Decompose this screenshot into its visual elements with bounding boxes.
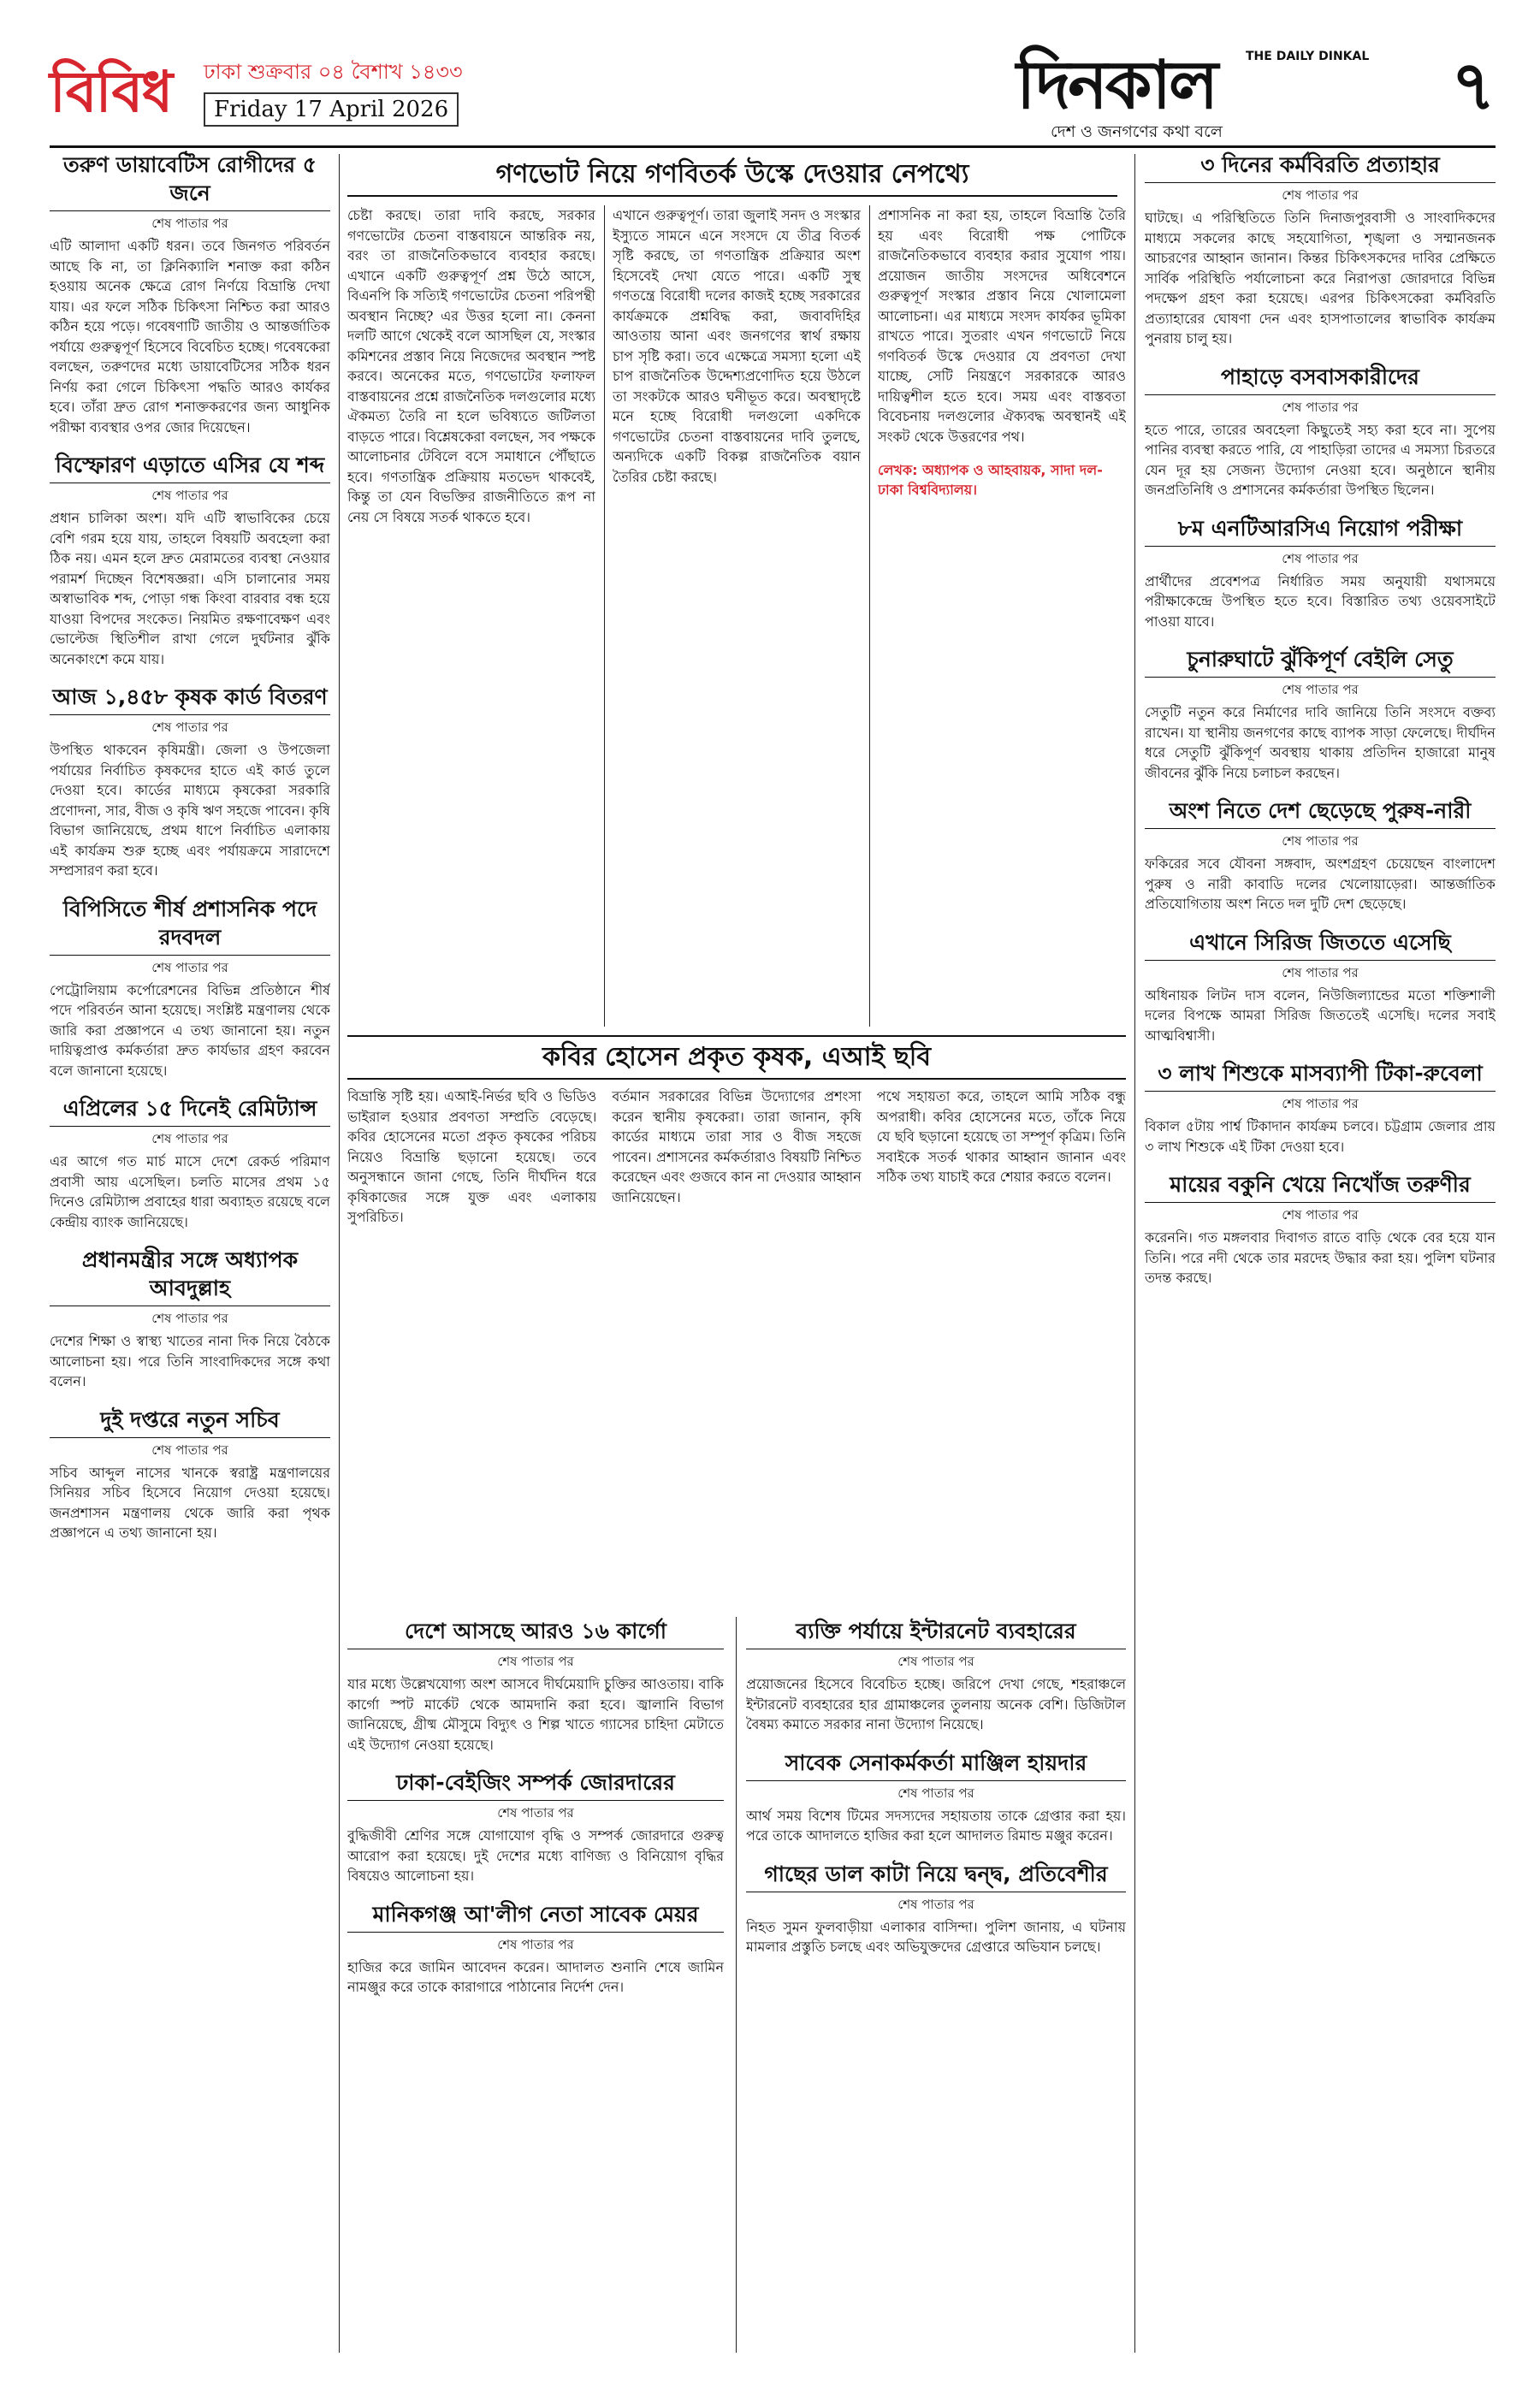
column-divider — [736, 1617, 737, 2353]
story-body: নিহত সুমন ফুলবাড়ীয়া এলাকার বাসিন্দা। পুলিশ জানায়, এ ঘটনায় মামলার প্রস্তুতি চলছে এবং অভিযুক্তদের গ্রেপ্তারে অভিযান চলছে। — [746, 1918, 1126, 1955]
continued-label: শেষ পাতার পর — [897, 1785, 974, 1801]
continued-label: শেষ পাতার পর — [897, 1896, 974, 1912]
lower-middle-right — [746, 1617, 1126, 2353]
date-bangla: ঢাকা শুক্রবার ০৪ বৈশাখ ১৪৩৩ — [204, 60, 463, 84]
story-internet — [746, 1617, 1126, 1735]
farmer-headline: কবির হোসেন প্রকৃত কৃষক, এআই ছবি — [347, 1035, 1126, 1080]
column-divider — [1134, 154, 1135, 2353]
continued-label: শেষ পাতার পর — [151, 488, 228, 503]
continued-label: শেষ পাতার পর — [1282, 550, 1359, 566]
continued-label: শেষ পাতার পর — [151, 1442, 228, 1458]
story-headline: ঢাকা-বেইজিং সম্পর্ক জোরদারের — [347, 1768, 724, 1801]
paper-english-name: THE DAILY DINKAL — [1246, 50, 1370, 63]
story — [50, 1406, 330, 1543]
story-body: অধিনায়ক লিটন দাস বলেন, নিউজিল্যান্ডের মতো শক্তিশালী দলের বিপক্ষে আমরা সিরিজ জিততেই এসেছি। দলের সবাই আত্মবিশ্বাসী। — [1145, 986, 1496, 1044]
story — [1145, 151, 1496, 349]
story-body: হাজির করে জামিন আবেদন করেন। আদালত শুনানি শেষে জামিন নামঞ্জুর করে তাকে কারাগারে পাঠানোর নির্দেশ দেন। — [347, 1958, 724, 1995]
story — [50, 451, 330, 669]
continued-label: শেষ পাতার পর — [497, 1805, 574, 1821]
story — [1145, 514, 1496, 632]
story-headline: এখানে সিরিজ জিততে এসেছি — [1145, 928, 1496, 961]
column-5 — [1145, 151, 1496, 2358]
story-headline: তরুণ ডায়াবেটিস রোগীদের ৫ জনে — [50, 151, 330, 211]
story-headline: ৮ম এনটিআরসিএ নিয়োগ পরীক্ষা — [1145, 514, 1496, 547]
story-body: প্রধান চালিকা অংশ। যদি এটি স্বাভাবিকের চেয়ে বেশি গরম হয়ে যায়, তাহলে বিষয়টি অবহেলা করা ঠিক নয়। এমন হলে দ্রুত মেরামতের ব্যবস্থা নেওয়ার পরামর্শ দিচ্ছেন বিশেষজ্ঞরা। এসি চালানোর সময় অস্বাভাবিক শব্দ, পোড়া গন্ধ কিংবা বারবার বন্ধ হয়ে যাওয়া বিপদের সংকেত। নিয়মিত রক্ষণাবেক্ষণ এবং ভোল্টেজ স্থিতিশীল রাখা গেলে দুর্ঘটনার ঝুঁকি অনেকাংশে কমে যায়। — [50, 510, 330, 667]
story — [878, 205, 1126, 447]
story-headline: বিপিসিতে শীর্ষ প্রশাসনিক পদে রদবদল — [50, 895, 330, 956]
story — [613, 205, 861, 487]
story-body: ঘাটছে। এ পরিস্থিতিতে তিনি দিনাজপুরবাসী ও সাংবাদিকদের মাধ্যমে সকলের কাছে সহযোগিতা, শৃঙ্খলা ও সম্মানজনক আচরণের আহ্বান জানান। কিন্তর চিকিৎসকদের দাবির প্রেক্ষিতে সার্বিক পরিস্থিতি পর্যালোচনা করে নিরাপত্তা জোরদারে বিভিন্ন পদক্ষেপ গ্রহণ করা হয়েছে। এরপর চিকিৎসকেরা কর্মবিরতি প্রত্যাহারের ঘোষণা দেন এবং হাসপাতালের স্বাভাবিক কার্যক্রম পুনরায় চালু হয়। — [1145, 210, 1496, 346]
continued-label: শেষ পাতার পর — [151, 959, 228, 975]
story-manikganj — [347, 1900, 724, 1998]
column-divider — [869, 205, 870, 1027]
story — [50, 683, 330, 881]
farmer-text-col-1: বিভ্রান্তি সৃষ্টি হয়। এআই-নির্ভর ছবি ও ভিডিও ভাইরাল হওয়ার প্রবণতা সম্প্রতি বেড়েছে। কবির হোসেনের মতো প্রকৃত কৃষকের পরিচয় নিয়েও বিভ্রান্তি ছড়ানো হয়েছে। তবে অনুসন্ধানে জানা গেছে, তিনি দীর্ঘদিন ধরে কৃষিকাজের সঙ্গে যুক্ত এবং এলাকায় সুপরিচিত। — [347, 1088, 597, 1225]
page-number: ৭ — [1450, 46, 1496, 126]
story-body: উপস্থিত থাকবেন কৃষিমন্ত্রী। জেলা ও উপজেলা পর্যায়ের নির্বাচিত কৃষকদের হাতে এই কার্ড তুলে দেওয়া হবে। কার্ডের মাধ্যমে কৃষকেরা সরকারি প্রণোদনা, সার, বীজ ও কৃষি ঋণ সহজে পাবেন। কৃষি বিভাগ জানিয়েছে, প্রথম ধাপে নির্বাচিত এলাকায় এই কার্যক্রম শুরু হচ্ছে এবং পর্যায়ক্রমে সারাদেশে সম্প্রসারণ করা হবে। — [50, 742, 330, 879]
story-body: হতে পারে, তারের অবহেলা কিছুতেই সহ্য করা হবে না। সুপেয় পানির ব্যবস্থা করতে পারি, যে পাহাড়িরা তাদের এ সমস্যা চিরতরে যেন দূর হয় সেজন্য উদ্যোগ নেওয়া হবে। অনুষ্ঠানে স্থানীয় জনপ্রতিনিধি ও প্রশাসনের কর্মকর্তারা উপস্থিত ছিলেন। — [1145, 421, 1496, 498]
story-body: পেট্রোলিয়াম কর্পোরেশনের বিভিন্ন প্রতিষ্ঠানে শীর্ষ পদে পরিবর্তন আনা হয়েছে। সংশ্লিষ্ট মন্ত্রণালয় থেকে জারি করা প্রজ্ঞাপনে এ তথ্য জানানো হয়। নতুন দায়িত্বপ্রাপ্ত কর্মকর্তারা দ্রুত কার্যভার গ্রহণ করবেন বলে জানানো হয়েছে। — [50, 981, 330, 1079]
story-headline: ৩ লাখ শিশুকে মাসব্যাপী টিকা-রুবেলা — [1145, 1059, 1496, 1092]
story-body: আর্থ সময় বিশেষ টিমের সদস্যদের সহায়তায় তাকে গ্রেপ্তার করা হয়। পরে তাকে আদালতে হাজির করা হলে আদালত রিমান্ড মঞ্জুর করেন। — [746, 1807, 1126, 1844]
story — [1145, 796, 1496, 915]
story-body: দেশের শিক্ষা ও স্বাস্থ্য খাতের নানা দিক নিয়ে বৈঠকে আলোচনা হয়। পরে তিনি সাংবাদিকদের সঙ্গে কথা বলেন। — [50, 1333, 330, 1389]
masthead-rule — [50, 145, 1496, 148]
paper-logo: দিনকাল — [1016, 47, 1217, 124]
story-body: এর আগে গত মার্চ মাসে দেশে রেকর্ড পরিমাণ প্রবাসী আয় এসেছিল। চলতি মাসের প্রথম ১৫ দিনেও রেমিট্যান্স প্রবাহের ধারা অব্যাহত রয়েছে বলে কেন্দ্রীয় ব্যাংক জানিয়েছে। — [50, 1153, 330, 1230]
column-3 — [613, 205, 861, 1027]
story — [50, 1094, 330, 1232]
story — [1145, 363, 1496, 500]
story-body: যার মধ্যে উল্লেখযোগ্য অংশ আসবে দীর্ঘমেয়াদি চুক্তির আওতায়। বাকি কার্গো স্পট মার্কেট থেকে আমদানি করা হবে। জ্বালানি বিভাগ জানিয়েছে, গ্রীষ্ম মৌসুমে বিদ্যুৎ ও শিল্প খাতে গ্যাসের চাহিদা মেটাতে এই উদ্যোগ নেওয়া হয়েছে। — [347, 1676, 724, 1753]
section-title: বিবিধ — [50, 59, 172, 125]
story-headline: বিস্ফোরণ এড়াতে এসির যে শব্দ — [50, 451, 330, 483]
story-body: বিকাল ৫টায় পার্শ্ব টিকাদান কার্যক্রম চলবে। চট্টগ্রাম জেলার প্রায় ৩ লাখ শিশুকে এই টিকা দেওয়া হবে। — [1145, 1118, 1496, 1155]
continued-label: শেষ পাতার পর — [151, 1311, 228, 1326]
story-headline: গাছের ডাল কাটা নিয়ে দ্বন্দ্ব, প্রতিবেশীর — [746, 1860, 1126, 1892]
story-headline: দুই দপ্তরে নতুন সচিব — [50, 1406, 330, 1438]
continued-label: শেষ পাতার পর — [1282, 833, 1359, 849]
story-body: করেননি। গত মঙ্গলবার দিবাগত রাতে বাড়ি থেকে বের হয়ে যান তিনি। পরে নদী থেকে তার মরদেহ উদ্ধার করা হয়। পুলিশ ঘটনার তদন্ত করছে। — [1145, 1229, 1496, 1286]
story-body: এটি আলাদা একটি ধরন। তবে জিনগত পরিবর্তন আছে কি না, তা ক্লিনিক্যালি শনাক্ত করা কঠিন হওয়ায় অনেক ক্ষেত্রে রোগ নির্ণয়ে বিভ্রান্তি দেখা যায়। এর ফলে সঠিক চিকিৎসা নিশ্চিত করা আরও কঠিন হয়ে পড়ে। গবেষণাটি জাতীয় ও আন্তর্জাতিক পর্যায়ে গুরুত্বপূর্ণ হিসেবে বিবেচিত হচ্ছে। গবেষকেরা বলছেন, তরুণদের মধ্যে ডায়াবেটিসের সঠিক ধরন নির্ণয় করা গেলে চিকিৎসা পদ্ধতি আরও কার্যকর হবে। তাঁরা দ্রুত রোগ শনাক্তকরণের জন্য আধুনিক পরীক্ষা ব্যবস্থার ওপর জোর দিয়েছেন। — [50, 238, 330, 435]
story-body: চেষ্টা করছে। তারা দাবি করছে, সরকার গণভোটের চেতনা বাস্তবায়নে আন্তরিক নয়, বরং তা রাজনৈতিকভাবে ব্যবহার করছে। এখানে একটি গুরুত্বপূর্ণ প্রশ্ন উঠে আসে, বিএনপি কি সত্যিই গণভোটের চেতনা পরিপন্থী অবস্থান নিচ্ছে? এর উত্তর হলো না। কেননা দলটি আগে থেকেই বলে আসছিল যে, সংস্কার কমিশনের প্রস্তাব নিয়ে নিজেদের অবস্থান স্পষ্ট করবে। অনেকের মতে, গণভোটের ফলাফল বাস্তবায়নের প্রশ্নে রাজনৈতিক দলগুলোর মধ্যে ঐকমত্য তৈরি না হলে ভবিষ্যতে জটিলতা বাড়তে পারে। বিশ্লেষকেরা বলছেন, সব পক্ষকে আলোচনার টেবিলে বসে সমাধানে পৌঁছাতে হবে। গণতান্ত্রিক প্রক্রিয়ায় মতভেদ থাকবেই, কিন্তু তা যেন বিভক্তির রাজনীতিতে রূপ না নেয় সে বিষয়ে সতর্ক থাকতে হবে। — [347, 207, 595, 525]
story-headline: ৩ দিনের কর্মবিরতি প্রত্যাহার — [1145, 151, 1496, 183]
story-body: সেতুটি নতুন করে নির্মাণের দাবি জানিয়ে তিনি সংসদে বক্তব্য রাখেন। যা স্থানীয় জনগণের কাছে ব্যাপক সাড়া ফেলেছে। দীর্ঘদিন ধরে সেতুটি ঝুঁকিপূর্ণ অবস্থায় থাকায় প্রতিদিন হাজারো মানুষ জীবনের ঝুঁকি নিয়ে চলাচল করছেন। — [1145, 704, 1496, 781]
continued-label: শেষ পাতার পর — [151, 216, 228, 231]
continued-label: শেষ পাতার পর — [1282, 1207, 1359, 1223]
story-branch — [746, 1860, 1126, 1957]
date-english: Friday 17 April 2026 — [204, 92, 459, 127]
story-headline: চুনারুঘাটে ঝুঁকিপূর্ণ বেইলি সেতু — [1145, 645, 1496, 678]
continued-label: শেষ পাতার পর — [1282, 399, 1359, 415]
lead-headline: গণভোট নিয়ে গণবিতর্ক উস্কে দেওয়ার নেপথ্যে — [347, 154, 1117, 197]
story-headline: আজ ১,৪৫৮ কৃষক কার্ড বিতরণ — [50, 683, 330, 715]
continued-label: শেষ পাতার পর — [1282, 964, 1359, 980]
story-body: প্রশাসনিক না করা হয়, তাহলে বিভ্রান্তি তৈরি হয় এবং বিরোধী পক্ষ পোটিকে রাজনৈতিকভাবে ব্যবহার করার সুযোগ পায়। প্রয়োজন জাতীয় সংসদের অধিবেশনে গুরুত্বপূর্ণ সংস্কার প্রস্তাব নিয়ে খোলামেলা আলোচনা। এর মাধ্যমে সংসদ কার্যকর ভূমিকা রাখতে পারে। সুতরাং এখন গণভোটে নিয়ে গণবিতর্ক উস্কে দেওয়ার যে প্রবণতা দেখা যাচ্ছে, সেটি নিয়ন্ত্রণে সরকারকে আরও দায়িত্বশীল হতে হবে। সময় এবং বাস্তবতা বিবেচনায় দলগুলোর ঐক্যবদ্ধ অবস্থানই এই সংকট থেকে উত্তরণের পথ। — [878, 207, 1126, 445]
masthead — [50, 44, 1496, 145]
story-body: এখানে গুরুত্বপূর্ণ। তারা জুলাই সনদ ও সংস্কার ইস্যুতে সামনে এনে সংসদে যে তীব্র বিতর্ক সৃষ্টি করছে, তা গণতান্ত্রিক প্রক্রিয়ার অংশ হিসেবেই দেখা যেতে পারে। একটি সুস্থ গণতন্ত্রে বিরোধী দলের কাজই হচ্ছে সরকারের কার্যক্রমকে প্রশ্নবিদ্ধ করা, জবাবদিহির আওতায় আনা এবং জনগণের স্বার্থ রক্ষায় চাপ সৃষ্টি করা। তবে এক্ষেত্রে সমস্যা হলো এই চাপ রাজনৈতিক উদ্দেশ্যপ্রণোদিত হয়ে উঠলে তা সংকটকে আরও ঘনীভূত করে। অবস্থাদৃষ্টে মনে হচ্ছে বিরোধী দলগুলো একদিকে গণভোটের চেতনা বাস্তবায়নের দাবি তুলছে, অন্যদিকে একটি বিকল্প রাজনৈতিক বয়ান তৈরির চেষ্টা করছে। — [613, 207, 861, 485]
story-body: ফকিরের সবে যৌবনা সঙ্গবাদ, অংশগ্রহণ চেয়েছেন বাংলাদেশ পুরুষ ও নারী কাবাডি দলের খেলোয়াড়েরা। আন্তর্জাতিক প্রতিযোগিতায় অংশ নিতে দল দুটি দেশ ছেড়েছে। — [1145, 856, 1496, 912]
story-headline: পাহাড়ে বসবাসকারীদের — [1145, 363, 1496, 395]
farmer-text-col-3: পথে সহায়তা করে, তাহলে আমি সঠিক বন্ধু অপরাধী। কবির হোসেনের মতে, তাঁকে নিয়ে যে ছবি ছড়ানো হয়েছে তা সম্পূর্ণ কৃত্রিম। তিনি সবাইকে সতর্ক থাকার আহ্বান জানান এবং সঠিক তথ্য যাচাই করে শেয়ার করতে বলেন। — [876, 1088, 1126, 1185]
column-4 — [878, 205, 1126, 1027]
story-headline: ব্যক্তি পর্যায়ে ইন্টারনেট ব্যবহারের — [746, 1617, 1126, 1649]
story-headline: এপ্রিলের ১৫ দিনেই রেমিট্যান্স — [50, 1094, 330, 1127]
story — [1145, 645, 1496, 783]
story-body: বুদ্ধিজীবী শ্রেণির সঙ্গে যোগাযোগ বৃদ্ধি ও সম্পর্ক জোরদারে গুরুত্ব আরোপ করা হয়েছে। দুই দেশের মধ্যে বাণিজ্য ও বিনিয়োগ বৃদ্ধির বিষয়েও আলোচনা হয়। — [347, 1827, 724, 1884]
story-headline: মানিকগঞ্জ আ'লীগ নেতা সাবেক মেয়র — [347, 1900, 724, 1933]
story — [1145, 928, 1496, 1046]
lower-middle-left — [347, 1617, 724, 2353]
farmer-text-col-2: বর্তমান সরকারের বিভিন্ন উদ্যোগের প্রশংসা করেন স্থানীয় কৃষকেরা। তারা জানান, কৃষি কার্ডের মাধ্যমে তারা সার ও বীজ সহজে পাবেন। প্রশাসনের কর্মকর্তারাও বিষয়টি নিশ্চিত করেছেন এবং গুজবে কান না দেওয়ার আহ্বান জানিয়েছেন। — [612, 1088, 862, 1205]
story — [50, 1246, 330, 1392]
story-headline: সাবেক সেনাকর্মকর্তা মাঞ্জিল হায়দার — [746, 1749, 1126, 1781]
continued-label: শেষ পাতার পর — [1282, 1096, 1359, 1111]
continued-label: শেষ পাতার পর — [1282, 187, 1359, 203]
continued-label: শেষ পাতার পর — [1282, 682, 1359, 697]
column-2 — [347, 205, 595, 1027]
story-dhaka-beijing — [347, 1768, 724, 1886]
paper-logo-block — [1016, 44, 1496, 145]
continued-label: শেষ পাতার পর — [151, 719, 228, 735]
story — [1145, 1059, 1496, 1157]
column-divider — [604, 205, 605, 1027]
continued-label: শেষ পাতার পর — [497, 1654, 574, 1669]
date-box — [204, 56, 563, 128]
author-byline: লেখক: অধ্যাপক ও আহবায়ক, সাদা দল- ঢাকা বিশ্ববিদ্যালয়। — [878, 462, 1103, 498]
story-body: প্রার্থীদের প্রবেশপত্র নির্ধারিত সময় অনুযায়ী যথাসময়ে পরীক্ষাকেন্দ্রে উপস্থিত হতে হবে। বিস্তারিত তথ্য ওয়েবসাইটে পাওয়া যাবে। — [1145, 572, 1496, 630]
farmer-story — [347, 1086, 1126, 1600]
story-headline: মায়ের বকুনি খেয়ে নিখোঁজ তরুণীর — [1145, 1170, 1496, 1203]
column-divider — [339, 154, 340, 2353]
story-cargo — [347, 1617, 724, 1755]
story-body: সচিব আব্দুল নাসের খানকে স্বরাষ্ট্র মন্ত্রণালয়ের সিনিয়র সচিব হিসেবে নিয়োগ দেওয়া হয়েছে। জনপ্রশাসন মন্ত্রণালয় থেকে জারি করা পৃথক প্রজ্ঞাপনে এ তথ্য জানানো হয়। — [50, 1464, 330, 1541]
continued-label: শেষ পাতার পর — [897, 1654, 974, 1669]
paper-tagline: দেশ ও জনগণের কথা বলে — [1051, 122, 1223, 141]
story-headline: দেশে আসছে আরও ১৬ কার্গো — [347, 1617, 724, 1649]
story-headline: অংশ নিতে দেশ ছেড়েছে পুরুষ-নারী — [1145, 796, 1496, 829]
continued-label: শেষ পাতার পর — [151, 1131, 228, 1146]
section-label — [50, 51, 195, 133]
story-headline: প্রধানমন্ত্রীর সঙ্গে অধ্যাপক আবদুল্লাহ — [50, 1246, 330, 1306]
continued-label: শেষ পাতার পর — [497, 1936, 574, 1952]
column-1 — [50, 151, 330, 2358]
story — [50, 895, 330, 1081]
story — [347, 205, 595, 527]
story-body: প্রয়োজনের হিসেবে বিবেচিত হচ্ছে। জরিপে দেখা গেছে, শহরাঞ্চলে ইন্টারনেট ব্যবহারের হার গ্রামাঞ্চলের তুলনায় অনেক বেশি। ডিজিটাল বৈষম্য কমাতে সরকার নানা উদ্যোগ নিয়েছে। — [746, 1676, 1126, 1732]
story — [1145, 1170, 1496, 1288]
story — [50, 151, 330, 437]
story-officer — [746, 1749, 1126, 1846]
